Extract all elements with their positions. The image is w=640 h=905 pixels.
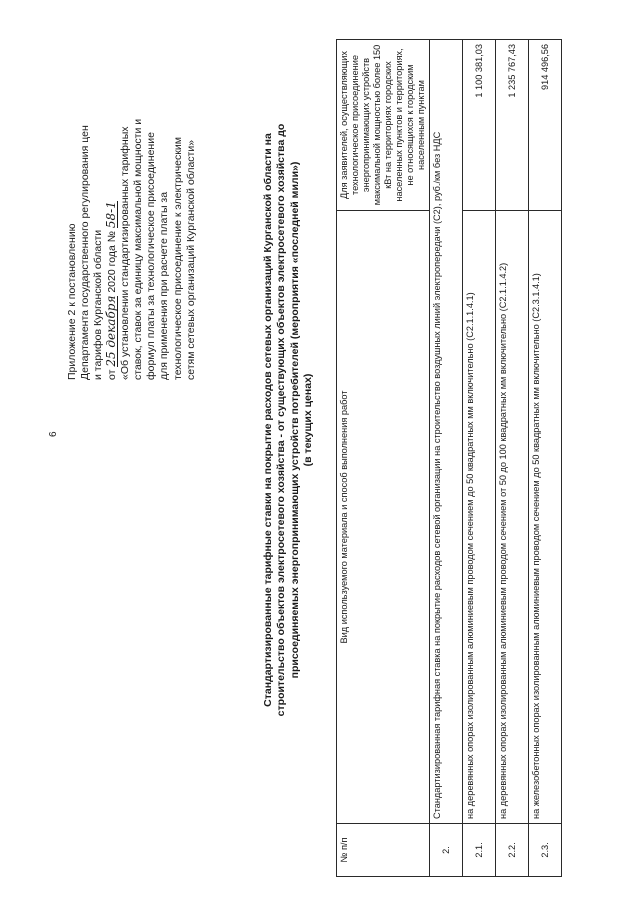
handwritten-number: 58-1 [103,201,118,229]
header-value: Для заявителей, осуществляющих технологическое присоединение энергопринимающих устройств максимальной мощностью более 150 кВт на территориях городских населенных пунктов и территориях, не относящихся к городским населенным пунктам [337,40,430,211]
header-num: № п/п [337,824,430,877]
row-num: 2.1. [463,824,496,877]
rates-table [336,39,562,877]
row-num: 2. [430,824,463,877]
appendix-header [66,50,198,380]
row-desc: на деревянных опорах изолированным алюминиевым проводом сечением до 50 квадратных мм включительно (С2.1.1.4.1) [463,211,496,824]
row-value: 1 100 381,03 [463,40,496,211]
row-value: 914 496,56 [529,40,562,211]
header-line: Департамента государственного регулирования цен [79,125,92,380]
date-prefix: от [105,369,118,380]
row-desc: на железобетонных опорах изолированным алюминиевым проводом сечением до 50 квадратных мм включительно (С2.3.1.4.1) [529,211,562,824]
title-line: строительство объектов электросетевого хозяйства - от существующих объектов электросетевого хозяйства до [275,123,288,717]
header-date-line [103,50,119,380]
header-line: и тарифов Курганской области [92,229,105,380]
table-header-row [337,40,430,877]
handwritten-date: 25 декабря [103,295,118,367]
header-line: технологическое присоединение к электрическим [171,137,184,380]
header-desc: Вид используемого материала и способ выполнения работ [337,211,430,824]
header-line: для применения при расчете платы за [158,191,171,380]
date-year: 2020 года № [105,231,118,293]
header-line: ставок, ставок за единицу максимальной мощности и [132,118,145,380]
table-row [430,40,463,877]
page-number: 6 [48,431,59,437]
table-row [463,40,496,877]
header-line: Приложение 2 к постановлению [66,223,78,380]
row-value: 1 235 767,43 [496,40,529,211]
row-num: 2.3. [529,824,562,877]
row-num: 2.2. [496,824,529,877]
header-line: сетям сетевых организаций Курганской области» [184,139,197,380]
row-desc: на деревянных опорах изолированным алюминиевым проводом сечением от 50 до 100 квадратных мм включительно (С2.1.1.4.2) [496,211,529,824]
table-row [529,40,562,877]
table-row [496,40,529,877]
title-line: Стандартизированные тарифные ставки на покрытие расходов сетевых организаций Курганской области на [262,133,274,707]
title-line: присоединяемых энергопринимающих устройств потребителей (мероприятия «последней мили») [288,161,301,679]
document-title [262,35,316,805]
title-line: (в текущих ценах) [302,373,315,467]
header-line: «Об установлении стандартизированных тарифных [118,126,131,380]
header-line: формул платы за технологическое присоединение [145,132,158,380]
row-desc: Стандартизированная тарифная ставка на покрытие расходов сетевой организации на строительство воздушных линий электропередачи (С2), руб./км без НДС [430,40,463,824]
